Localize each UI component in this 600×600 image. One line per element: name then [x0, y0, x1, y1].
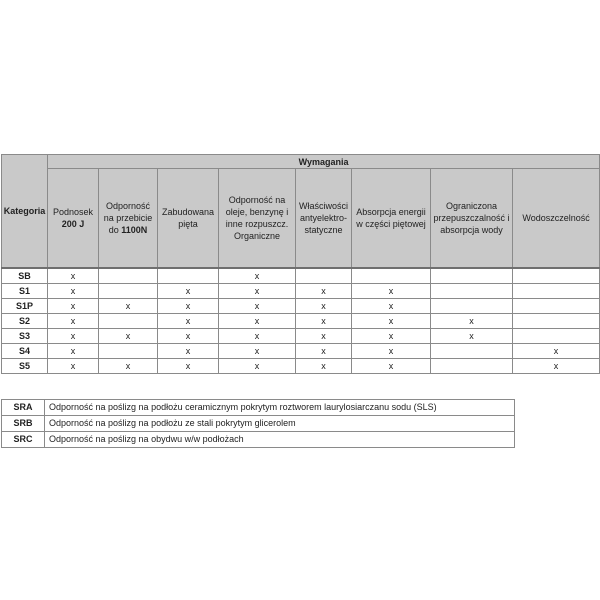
requirement-mark-cell: x — [158, 284, 219, 299]
requirement-mark-cell: x — [48, 314, 99, 329]
requirement-mark-cell: x — [158, 344, 219, 359]
category-cell: S3 — [2, 329, 48, 344]
requirement-mark-cell: x — [296, 314, 352, 329]
requirement-mark-cell: x — [158, 329, 219, 344]
table-row — [2, 314, 600, 329]
category-cell: S1 — [2, 284, 48, 299]
requirement-mark-cell: x — [219, 359, 296, 374]
requirement-mark-cell: x — [219, 314, 296, 329]
table-row — [2, 299, 600, 314]
slip-code-description: Odporność na poślizg na podłożu ze stali pokrytym glicerolem — [45, 416, 515, 432]
slip-code-row — [2, 400, 515, 416]
slip-code: SRA — [2, 400, 45, 416]
requirement-mark-cell — [513, 329, 600, 344]
requirement-mark-cell: x — [296, 299, 352, 314]
requirements-column-headers — [2, 169, 600, 269]
table-row — [2, 329, 600, 344]
column-header-text: Absorpcja energii w części piętowej — [356, 207, 426, 229]
table-row — [2, 344, 600, 359]
requirement-mark-cell: x — [296, 344, 352, 359]
requirement-mark-cell: x — [352, 359, 431, 374]
requirement-mark-cell — [513, 314, 600, 329]
requirement-column-header — [219, 169, 296, 269]
category-cell: S5 — [2, 359, 48, 374]
requirement-mark-cell: x — [219, 268, 296, 284]
table-row — [2, 268, 600, 284]
requirement-mark-cell: x — [296, 329, 352, 344]
requirement-column-header — [513, 169, 600, 269]
requirement-mark-cell — [352, 268, 431, 284]
requirement-mark-cell: x — [48, 359, 99, 374]
requirement-mark-cell — [99, 268, 158, 284]
requirement-mark-cell: x — [513, 359, 600, 374]
requirement-mark-cell: x — [352, 299, 431, 314]
category-cell: S2 — [2, 314, 48, 329]
requirement-mark-cell: x — [513, 344, 600, 359]
requirement-mark-cell — [431, 344, 513, 359]
slip-code-description: Odporność na poślizg na podłożu ceramicznym pokrytym roztworem laurylosiarczanu sodu (SLS) — [45, 400, 515, 416]
requirement-mark-cell: x — [48, 329, 99, 344]
category-cell: SB — [2, 268, 48, 284]
category-cell: S4 — [2, 344, 48, 359]
requirement-mark-cell: x — [352, 344, 431, 359]
requirement-mark-cell: x — [99, 299, 158, 314]
column-header-text: 1100N — [121, 225, 148, 235]
requirement-mark-cell: x — [352, 284, 431, 299]
requirement-mark-cell — [158, 268, 219, 284]
column-header-text: Ograniczona przepuszczalność i absorpcja wody — [433, 201, 510, 235]
requirements-body — [2, 268, 600, 374]
requirements-group-header: Wymagania — [48, 155, 600, 169]
requirement-mark-cell: x — [48, 284, 99, 299]
requirement-mark-cell: x — [48, 299, 99, 314]
requirement-column-header — [431, 169, 513, 269]
requirement-mark-cell: x — [219, 284, 296, 299]
requirement-mark-cell — [99, 284, 158, 299]
requirement-mark-cell: x — [219, 329, 296, 344]
requirement-mark-cell: x — [99, 359, 158, 374]
requirement-mark-cell — [513, 299, 600, 314]
column-header-text: Podnosek — [52, 207, 94, 217]
requirement-mark-cell: x — [158, 314, 219, 329]
requirement-mark-cell: x — [431, 314, 513, 329]
requirement-mark-cell — [513, 284, 600, 299]
slip-code-row — [2, 432, 515, 448]
slip-resistance-table — [1, 399, 515, 448]
category-cell: S1P — [2, 299, 48, 314]
requirement-column-header — [158, 169, 219, 269]
requirement-mark-cell — [513, 268, 600, 284]
slip-code: SRB — [2, 416, 45, 432]
requirement-mark-cell: x — [219, 299, 296, 314]
column-header-text: Zabudowana pięta — [161, 207, 215, 229]
requirement-mark-cell: x — [296, 284, 352, 299]
requirement-mark-cell — [431, 299, 513, 314]
requirement-mark-cell: x — [158, 359, 219, 374]
requirement-column-header — [48, 169, 99, 269]
slip-code-row — [2, 416, 515, 432]
requirement-mark-cell: x — [352, 329, 431, 344]
column-header-text: 200 J — [61, 219, 85, 229]
requirement-mark-cell — [431, 359, 513, 374]
requirement-mark-cell: x — [99, 329, 158, 344]
requirement-mark-cell — [431, 284, 513, 299]
requirement-mark-cell: x — [431, 329, 513, 344]
column-header-text: Odporność na przebicie do — [103, 201, 153, 235]
requirement-mark-cell — [99, 344, 158, 359]
requirement-mark-cell: x — [352, 314, 431, 329]
requirement-mark-cell — [99, 314, 158, 329]
slip-code: SRC — [2, 432, 45, 448]
column-header-text: Odporność na oleje, benzynę i inne rozpuszcz. Organiczne — [225, 195, 289, 241]
column-header-text: Właściwości antyelektro-statyczne — [298, 201, 348, 235]
slip-code-description: Odporność na poślizg na obydwu w/w podłożach — [45, 432, 515, 448]
requirement-mark-cell: x — [296, 359, 352, 374]
requirement-column-header — [352, 169, 431, 269]
table-row — [2, 284, 600, 299]
requirement-column-header — [296, 169, 352, 269]
requirements-table — [1, 154, 600, 374]
requirement-mark-cell — [431, 268, 513, 284]
requirement-mark-cell — [296, 268, 352, 284]
table-row — [2, 359, 600, 374]
requirement-column-header — [99, 169, 158, 269]
column-header-text: Wodoszczelność — [522, 213, 590, 223]
requirement-mark-cell: x — [48, 268, 99, 284]
requirement-mark-cell: x — [219, 344, 296, 359]
requirement-mark-cell: x — [48, 344, 99, 359]
category-header: Kategoria — [2, 155, 48, 269]
requirement-mark-cell: x — [158, 299, 219, 314]
